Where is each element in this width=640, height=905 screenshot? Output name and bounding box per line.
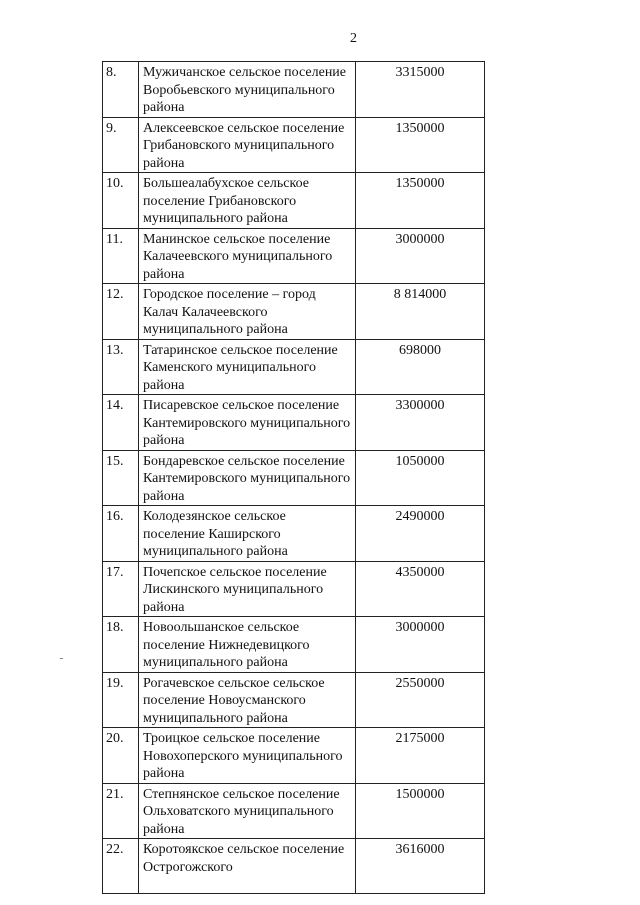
settlement-name: Троицкое сельское поселение Новохоперского муниципального района [139,728,356,784]
settlement-name: Степнянское сельское поселение Ольховатского муниципального района [139,783,356,839]
settlement-name: Колодезянское сельское поселение Каширского муниципального района [139,506,356,562]
row-number: 17. [103,561,139,617]
settlement-name: Писаревское сельское поселение Кантемировского муниципального района [139,395,356,451]
settlement-name: Бондаревское сельское поселение Кантемировского муниципального района [139,450,356,506]
row-number: 11. [103,228,139,284]
table-row [103,173,485,229]
table-row [103,228,485,284]
table-row [103,561,485,617]
table-row [103,62,485,118]
row-number: 22. [103,839,139,894]
amount: 3000000 [356,617,485,673]
table-row [103,506,485,562]
amount: 3315000 [356,62,485,118]
amount: 3300000 [356,395,485,451]
row-number: 12. [103,284,139,340]
row-number: 10. [103,173,139,229]
row-number: 15. [103,450,139,506]
amount: 3616000 [356,839,485,894]
settlement-name: Рогачевское сельское сельское поселение Новоусманского муниципального района [139,672,356,728]
settlement-name: Новоольшанское сельское поселение Нижнедевицкого муниципального района [139,617,356,673]
table-row [103,284,485,340]
row-number: 9. [103,117,139,173]
settlement-name: Алексеевское сельское поселение Грибановского муниципального района [139,117,356,173]
allocation-table [102,61,485,894]
row-number: 13. [103,339,139,395]
amount: 698000 [356,339,485,395]
table-row [103,339,485,395]
row-number: 19. [103,672,139,728]
row-number: 20. [103,728,139,784]
settlement-name: Большеалабухское сельское поселение Грибановского муниципального района [139,173,356,229]
table-row [103,728,485,784]
amount: 2550000 [356,672,485,728]
settlement-name: Почепское сельское поселение Лискинского муниципального района [139,561,356,617]
amount: 1350000 [356,117,485,173]
row-number: 8. [103,62,139,118]
table-row [103,783,485,839]
table-row [103,450,485,506]
settlement-name: Мужичанское сельское поселение Воробьевского муниципального района [139,62,356,118]
amount: 1050000 [356,450,485,506]
table-row [103,839,485,894]
amount: 2175000 [356,728,485,784]
row-number: 18. [103,617,139,673]
row-number: 16. [103,506,139,562]
table-row [103,672,485,728]
table-row [103,117,485,173]
amount: 8 814000 [356,284,485,340]
scan-speck [60,658,63,659]
amount: 1500000 [356,783,485,839]
settlement-name: Коротоякское сельское поселение Острогожского [139,839,356,894]
settlement-name: Манинское сельское поселение Калачеевского муниципального района [139,228,356,284]
table-row [103,617,485,673]
amount: 2490000 [356,506,485,562]
amount: 4350000 [356,561,485,617]
page-number: 2 [350,31,357,46]
settlement-name: Городское поселение – город Калач Калачеевского муниципального района [139,284,356,340]
row-number: 21. [103,783,139,839]
table-row [103,395,485,451]
amount: 1350000 [356,173,485,229]
row-number: 14. [103,395,139,451]
settlement-name: Татаринское сельское поселение Каменского муниципального района [139,339,356,395]
amount: 3000000 [356,228,485,284]
